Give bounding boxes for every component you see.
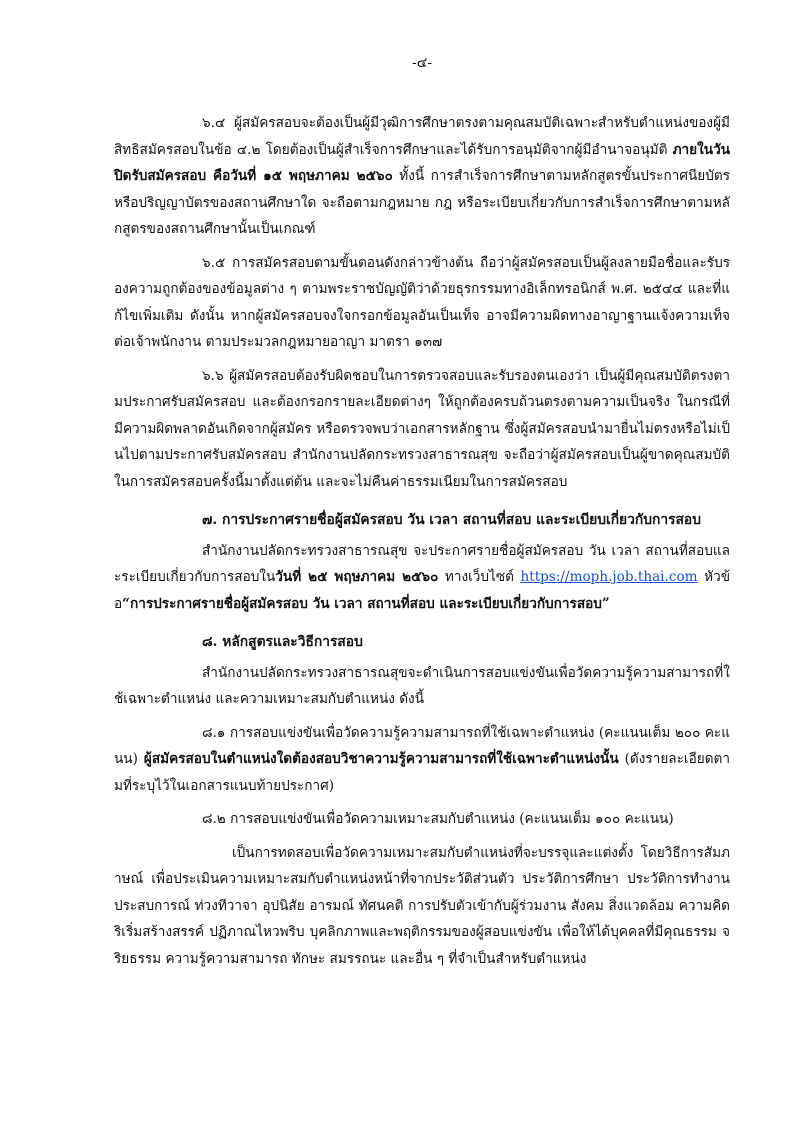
paragraph-6-5: ๖.๕ การสมัครสอบตามขั้นตอนดังกล่าวข้างต้น ถือว่าผู้สมัครสอบเป็นผู้ลงลายมือชื่อและรับรองความถูกต้องของข้อมูลต่าง ๆ ตามพระราชบัญญัติว่าด้วยธุรกรรมทางอิเล็กทรอนิกส์ พ.ศ. ๒๕๔๔ และที่แก้ไขเพิ่มเติม ดังนั้น หากผู้สมัครสอบจงใจกรอกข้อมูลอันเป็นเท็จ อาจมีความผิดทางอาญาฐานแจ้งความเท็จต่อเจ้าพนักงาน ตามประมวลกฎหมายอาญา มาตรา ๑๓๗ [114, 254, 730, 350]
paragraph-6-6: ๖.๖ ผู้สมัครสอบต้องรับผิดชอบในการตรวจสอบและรับรองตนเองว่า เป็นผู้มีคุณสมบัติตรงตามประกาศรับสมัครสอบ และต้องกรอกรายละเอียดต่างๆ ให้ถูกต้องครบถ้วนตรงตามความเป็นจริง ในกรณีที่มีความผิดพลาดอันเกิดจากผู้สมัคร หรือตรวจพบว่าเอกสารหลักฐาน ซึ่งผู้สมัครสอบนำมายื่นไม่ตรงหรือไม่เป็นไปตามประกาศรับสมัครสอบ สำนักงานปลัดกระทรวงสาธารณสุข จะถือว่าผู้สมัครสอบเป็นผู้ขาดคุณสมบัติในการสมัครสอบครั้งนี้มาตั้งแต่ต้น และจะไม่คืนค่าธรรมเนียมในการสมัครสอบ [114, 367, 730, 490]
paragraph-6-4-deadline: ภายในวันปิดรับสมัครสอบ คือวันที่ ๑๕ พฤษภาคม ๒๕๖๐ [114, 141, 730, 184]
paragraph-8-2: ๘.๒ การสอบแข่งขันเพื่อวัดความเหมาะสมกับตำแหน่ง (คะแนนเต็ม ๑๐๐ คะแนน) [202, 811, 674, 827]
paragraph-8-2-detail: เป็นการทดสอบเพื่อวัดความเหมาะสมกับตำแหน่งที่จะบรรจุและแต่งตั้ง โดยวิธีการสัมภาษณ์ เพื่อประเมินความเหมาะสมกับตำแหน่งหน้าที่จากประวัติส่วนตัว ประวัติการศึกษา ประวัติการทำงาน ประสบการณ์ ท่วงทีวาจา อุปนิสัย อารมณ์ ทัศนคติ การปรับตัวเข้ากับผู้ร่วมงาน สังคม สิ่งแวดล้อม ความคิดริเริ่มสร้างสรรค์ ปฏิภาณไหวพริบ บุคลิกภาพและพฤติกรรมของผู้สอบแข่งขัน เพื่อให้ได้บุคคลที่มีคุณธรรม จริยธรรม ความรู้ความสามารถ ทักษะ สมรรถนะ และอื่น ๆ ที่จำเป็นสำหรับตำแหน่ง [114, 844, 730, 967]
section-8-heading: ๘. หลักสูตรและวิธีการสอบ [202, 634, 363, 650]
page-number: -๔- [411, 55, 433, 71]
section-7-topic: “การประกาศรายชื่อผู้สมัครสอบ วัน เวลา สถานที่สอบ และระเบียบเกี่ยวกับการสอบ” [122, 595, 610, 612]
section-7-text-c: หัวข้อ [114, 569, 730, 612]
paragraph-8-1-tail: (ดังรายละเอียดตามที่ระบุไว้ในเอกสารแนบท้ายประกาศ) [114, 751, 730, 794]
section-7-text-b: ทางเว็บไซต์ [438, 569, 521, 585]
section-7-body [114, 538, 730, 618]
section-7-heading: ๗. การประกาศรายชื่อผู้สมัครสอบ วัน เวลา สถานที่สอบ และระเบียบเกี่ยวกับการสอบ [202, 512, 701, 528]
paragraph-8-1 [114, 720, 730, 800]
paragraph-8-1-text: ๘.๑ การสอบแข่งขันเพื่อวัดความรู้ความสามารถที่ใช้เฉพาะตำแหน่ง (คะแนนเต็ม ๒๐๐ คะแนน) [114, 724, 730, 767]
paragraph-8-1-bold: ผู้สมัครสอบในตำแหน่งใดต้องสอบวิชาความรู้ความสามารถที่ใช้เฉพาะตำแหน่งนั้น [143, 751, 619, 767]
paragraph-6-4-text-b: ทั้งนี้ การสำเร็จการศึกษาตามหลักสูตรขั้นประกาศนียบัตร หรือปริญญาบัตรของสถานศึกษาใด จะถือตามกฎหมาย กฎ หรือระเบียบเกี่ยวกับการสำเร็จการศึกษาตามหลักสูตรของสถานศึกษานั้นเป็นเกณฑ์ [114, 168, 730, 237]
section-7-text-a: สำนักงานปลัดกระทรวงสาธารณสุข จะประกาศรายชื่อผู้สมัครสอบ วัน เวลา สถานที่สอบและระเบียบเกี่ยวกับการสอบใน [114, 542, 730, 585]
paragraph-6-4-text-a: ๖.๔ ผู้สมัครสอบจะต้องเป็นผู้มีวุฒิการศึกษาตรงตามคุณสมบัติเฉพาะสำหรับตำแหน่งของผู้มีสิทธิสมัครสอบในข้อ ๔.๒ โดยต้องเป็นผู้สำเร็จการศึกษาและได้รับการอนุมัติจากผู้มีอำนาจอนุมัติ [114, 115, 730, 158]
website-link[interactable]: https://moph.job.thai.com [520, 569, 698, 585]
paragraph-6-4 [114, 110, 730, 243]
section-7-date: วันที่ ๒๕ พฤษภาคม ๒๕๖๐ [275, 569, 439, 585]
section-8-intro: สำนักงานปลัดกระทรวงสาธารณสุขจะดำเนินการสอบแข่งขันเพื่อวัดความรู้ความสามารถที่ใช้เฉพาะตำแหน่ง และความเหมาะสมกับตำแหน่ง ดังนี้ [114, 664, 730, 707]
